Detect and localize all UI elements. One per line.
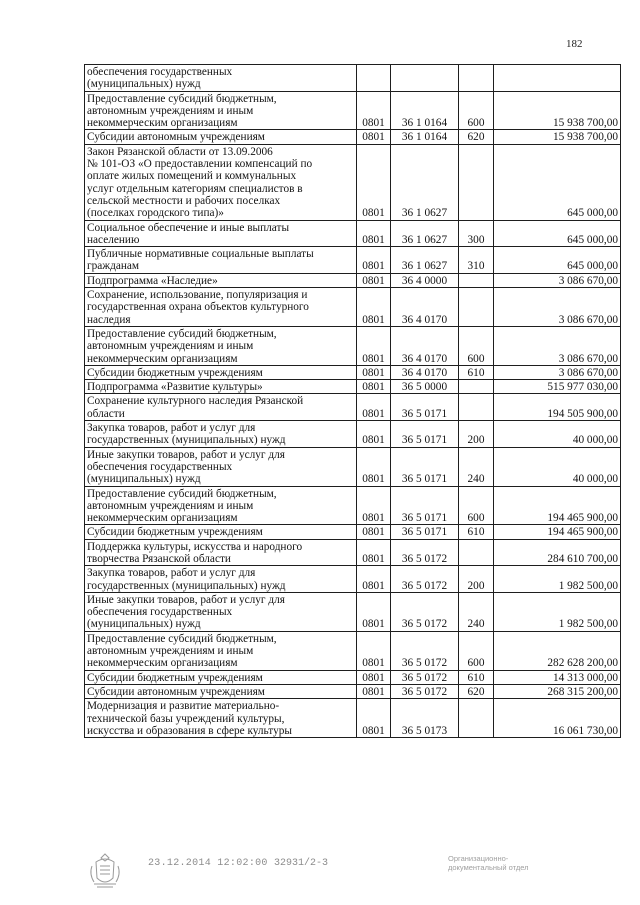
row-name-cell: Субсидии бюджетным учреждениям: [85, 670, 357, 684]
table-row: [85, 525, 621, 539]
table-row: [85, 566, 621, 593]
row-type-cell: 620: [459, 684, 494, 698]
row-sum-cell: 1 982 500,00: [494, 566, 621, 593]
table-row: [85, 91, 621, 130]
row-code-cell: 36 5 0172: [391, 684, 459, 698]
table-row: [85, 486, 621, 525]
registration-stamp: Организационно- документальный отдел: [448, 854, 529, 872]
row-code-cell: 36 4 0000: [391, 273, 459, 287]
table-row: [85, 592, 621, 631]
row-section-cell: 0801: [357, 220, 391, 247]
row-name-cell: Сохранение, использование, популяризация и государственная охрана объектов культурного наследия: [85, 288, 357, 327]
row-code-cell: 36 5 0171: [391, 447, 459, 486]
row-code-cell: 36 1 0627: [391, 247, 459, 274]
row-code-cell: 36 5 0172: [391, 566, 459, 593]
row-type-cell: 600: [459, 326, 494, 365]
row-section-cell: 0801: [357, 566, 391, 593]
row-type-cell: 610: [459, 670, 494, 684]
table-row: [85, 220, 621, 247]
row-name-cell: Предоставление субсидий бюджетным, автономным учреждениям и иным некоммерческим организациям: [85, 631, 357, 670]
row-code-cell: 36 1 0164: [391, 130, 459, 144]
row-sum-cell: 268 315 200,00: [494, 684, 621, 698]
table-row: [85, 288, 621, 327]
coat-of-arms-icon: [88, 852, 122, 890]
row-name-cell: Закупка товаров, работ и услуг для государственных (муниципальных) нужд: [85, 421, 357, 448]
row-name-cell: Подпрограмма «Развитие культуры»: [85, 380, 357, 394]
table-body: [85, 65, 621, 738]
row-section-cell: 0801: [357, 91, 391, 130]
row-sum-cell: 284 610 700,00: [494, 539, 621, 566]
row-code-cell: 36 5 0172: [391, 670, 459, 684]
row-type-cell: 310: [459, 247, 494, 274]
row-type-cell: 200: [459, 566, 494, 593]
page-number: 182: [566, 38, 583, 50]
row-section-cell: 0801: [357, 130, 391, 144]
row-code-cell: 36 5 0172: [391, 631, 459, 670]
row-name-cell: Закупка товаров, работ и услуг для государственных (муниципальных) нужд: [85, 566, 357, 593]
row-name-cell: Субсидии бюджетным учреждениям: [85, 525, 357, 539]
table-row: [85, 447, 621, 486]
row-code-cell: 36 5 0171: [391, 394, 459, 421]
row-sum-cell: 40 000,00: [494, 447, 621, 486]
row-name-cell: Модернизация и развитие материально- технической базы учреждений культуры, искусства и образования в сфере культуры: [85, 699, 357, 738]
row-section-cell: 0801: [357, 447, 391, 486]
row-code-cell: 36 4 0170: [391, 365, 459, 379]
row-sum-cell: 645 000,00: [494, 220, 621, 247]
row-type-cell: [459, 288, 494, 327]
row-type-cell: 200: [459, 421, 494, 448]
row-sum-cell: 3 086 670,00: [494, 326, 621, 365]
budget-table: [84, 64, 621, 738]
footer: [0, 838, 640, 898]
row-sum-cell: 15 938 700,00: [494, 91, 621, 130]
table-row: [85, 130, 621, 144]
table-row: [85, 65, 621, 92]
table-row: [85, 670, 621, 684]
row-name-cell: Субсидии бюджетным учреждениям: [85, 365, 357, 379]
row-name-cell: Предоставление субсидий бюджетным, автономным учреждениям и иным некоммерческим организациям: [85, 326, 357, 365]
row-name-cell: Поддержка культуры, искусства и народного творчества Рязанской области: [85, 539, 357, 566]
row-sum-cell: 15 938 700,00: [494, 130, 621, 144]
table-row: [85, 539, 621, 566]
row-name-cell: Иные закупки товаров, работ и услуг для обеспечения государственных (муниципальных) нужд: [85, 447, 357, 486]
table-row: [85, 394, 621, 421]
row-name-cell: Социальное обеспечение и иные выплаты населению: [85, 220, 357, 247]
timestamp: 23.12.2014 12:02:00: [148, 858, 268, 869]
row-section-cell: 0801: [357, 539, 391, 566]
table-row: [85, 365, 621, 379]
row-type-cell: 600: [459, 486, 494, 525]
row-sum-cell: 515 977 030,00: [494, 380, 621, 394]
row-name-cell: Публичные нормативные социальные выплаты гражданам: [85, 247, 357, 274]
row-code-cell: 36 5 0172: [391, 592, 459, 631]
row-code-cell: 36 1 0627: [391, 220, 459, 247]
table-row: [85, 273, 621, 287]
row-sum-cell: 3 086 670,00: [494, 288, 621, 327]
row-sum-cell: 194 465 900,00: [494, 525, 621, 539]
row-type-cell: 600: [459, 91, 494, 130]
row-sum-cell: 16 061 730,00: [494, 699, 621, 738]
row-section-cell: 0801: [357, 247, 391, 274]
table-row: [85, 684, 621, 698]
row-type-cell: 620: [459, 130, 494, 144]
row-name-cell: Субсидии автономным учреждениям: [85, 684, 357, 698]
row-sum-cell: 645 000,00: [494, 144, 621, 220]
row-sum-cell: 3 086 670,00: [494, 365, 621, 379]
row-section-cell: 0801: [357, 288, 391, 327]
row-section-cell: 0801: [357, 699, 391, 738]
row-type-cell: [459, 65, 494, 92]
row-name-cell: Предоставление субсидий бюджетным, автономным учреждениям и иным некоммерческим организациям: [85, 91, 357, 130]
row-name-cell: Подпрограмма «Наследие»: [85, 273, 357, 287]
row-type-cell: 240: [459, 592, 494, 631]
row-sum-cell: 282 628 200,00: [494, 631, 621, 670]
row-code-cell: 36 1 0164: [391, 91, 459, 130]
row-type-cell: 300: [459, 220, 494, 247]
row-code-cell: [391, 65, 459, 92]
row-code-cell: 36 4 0170: [391, 326, 459, 365]
row-section-cell: 0801: [357, 684, 391, 698]
row-code-cell: 36 4 0170: [391, 288, 459, 327]
row-name-cell: Закон Рязанской области от 13.09.2006 № 101-ОЗ «О предоставлении компенсаций по оплате жилых помещений и коммунальных услуг отдельным категориям специалистов в сельской местности и рабочих поселках (поселках городского типа)»: [85, 144, 357, 220]
row-type-cell: 610: [459, 365, 494, 379]
row-sum-cell: 194 465 900,00: [494, 486, 621, 525]
row-type-cell: [459, 144, 494, 220]
row-name-cell: Иные закупки товаров, работ и услуг для обеспечения государственных (муниципальных) нужд: [85, 592, 357, 631]
row-section-cell: 0801: [357, 394, 391, 421]
row-name-cell: Субсидии автономным учреждениям: [85, 130, 357, 144]
table-row: [85, 144, 621, 220]
row-sum-cell: 194 505 900,00: [494, 394, 621, 421]
row-sum-cell: 3 086 670,00: [494, 273, 621, 287]
row-section-cell: 0801: [357, 525, 391, 539]
row-sum-cell: [494, 65, 621, 92]
row-section-cell: 0801: [357, 144, 391, 220]
row-section-cell: [357, 65, 391, 92]
row-name-cell: Предоставление субсидий бюджетным, автономным учреждениям и иным некоммерческим организациям: [85, 486, 357, 525]
row-code-cell: 36 1 0627: [391, 144, 459, 220]
row-type-cell: 610: [459, 525, 494, 539]
row-section-cell: 0801: [357, 631, 391, 670]
row-type-cell: [459, 539, 494, 566]
row-sum-cell: 40 000,00: [494, 421, 621, 448]
row-section-cell: 0801: [357, 592, 391, 631]
row-sum-cell: 645 000,00: [494, 247, 621, 274]
row-section-cell: 0801: [357, 380, 391, 394]
row-section-cell: 0801: [357, 486, 391, 525]
table-row: [85, 380, 621, 394]
row-type-cell: [459, 273, 494, 287]
row-type-cell: [459, 699, 494, 738]
row-code-cell: 36 5 0171: [391, 421, 459, 448]
row-code-cell: 36 5 0173: [391, 699, 459, 738]
row-type-cell: [459, 394, 494, 421]
row-type-cell: 600: [459, 631, 494, 670]
table-row: [85, 421, 621, 448]
row-section-cell: 0801: [357, 365, 391, 379]
row-section-cell: 0801: [357, 421, 391, 448]
table-row: [85, 326, 621, 365]
row-type-cell: [459, 380, 494, 394]
row-code-cell: 36 5 0172: [391, 539, 459, 566]
table-row: [85, 247, 621, 274]
row-type-cell: 240: [459, 447, 494, 486]
document-code: 32931/2-3: [274, 858, 329, 869]
row-name-cell: Сохранение культурного наследия Рязанской области: [85, 394, 357, 421]
row-code-cell: 36 5 0171: [391, 525, 459, 539]
row-section-cell: 0801: [357, 273, 391, 287]
row-sum-cell: 14 313 000,00: [494, 670, 621, 684]
table-row: [85, 631, 621, 670]
row-name-cell: обеспечения государственных (муниципальных) нужд: [85, 65, 357, 92]
row-code-cell: 36 5 0000: [391, 380, 459, 394]
row-sum-cell: 1 982 500,00: [494, 592, 621, 631]
row-section-cell: 0801: [357, 670, 391, 684]
table-row: [85, 699, 621, 738]
row-section-cell: 0801: [357, 326, 391, 365]
row-code-cell: 36 5 0171: [391, 486, 459, 525]
